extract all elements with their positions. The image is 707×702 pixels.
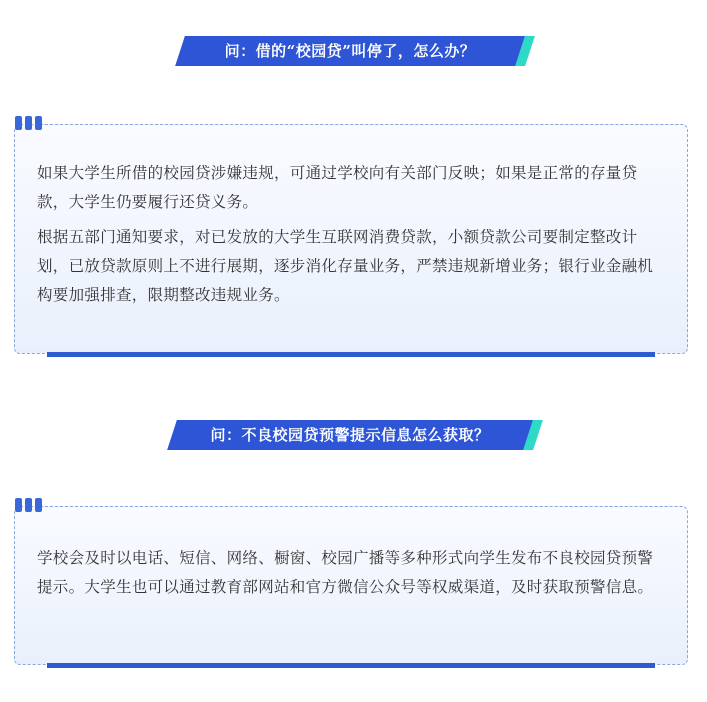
card-dots-icon [15, 115, 45, 127]
question-title-1: 问：借的“校园贷”叫停了，怎么办？ [224, 42, 476, 60]
question-title-2: 问：不良校园贷预警提示信息怎么获取？ [210, 426, 490, 444]
answer-card-2 [14, 506, 688, 665]
answer-paragraph: 根据五部门通知要求，对已发放的大学生互联网消费贷款，小额贷款公司要制定整改计划，已放贷款原则上不进行展期，逐步消化存量业务，严禁违规新增业务；银行业金融机构要加强排查，限期整改违规业务。 [37, 228, 654, 304]
card-dots-icon [15, 497, 45, 509]
answer-card-1 [14, 124, 688, 354]
card-bottom-bar [47, 663, 655, 668]
card-bottom-bar [47, 352, 655, 357]
answer-paragraph: 学校会及时以电话、短信、网络、橱窗、校园广播等多种形式向学生发布不良校园贷预警提示。大学生也可以通过教育部网站和官方微信公众号等权威渠道，及时获取预警信息。 [37, 549, 654, 596]
question-banner-2 [172, 420, 538, 450]
question-banner-1 [180, 36, 530, 66]
answer-paragraph: 如果大学生所借的校园贷涉嫌违规，可通过学校向有关部门反映；如果是正常的存量贷款，大学生仍要履行还贷义务。 [37, 164, 638, 211]
